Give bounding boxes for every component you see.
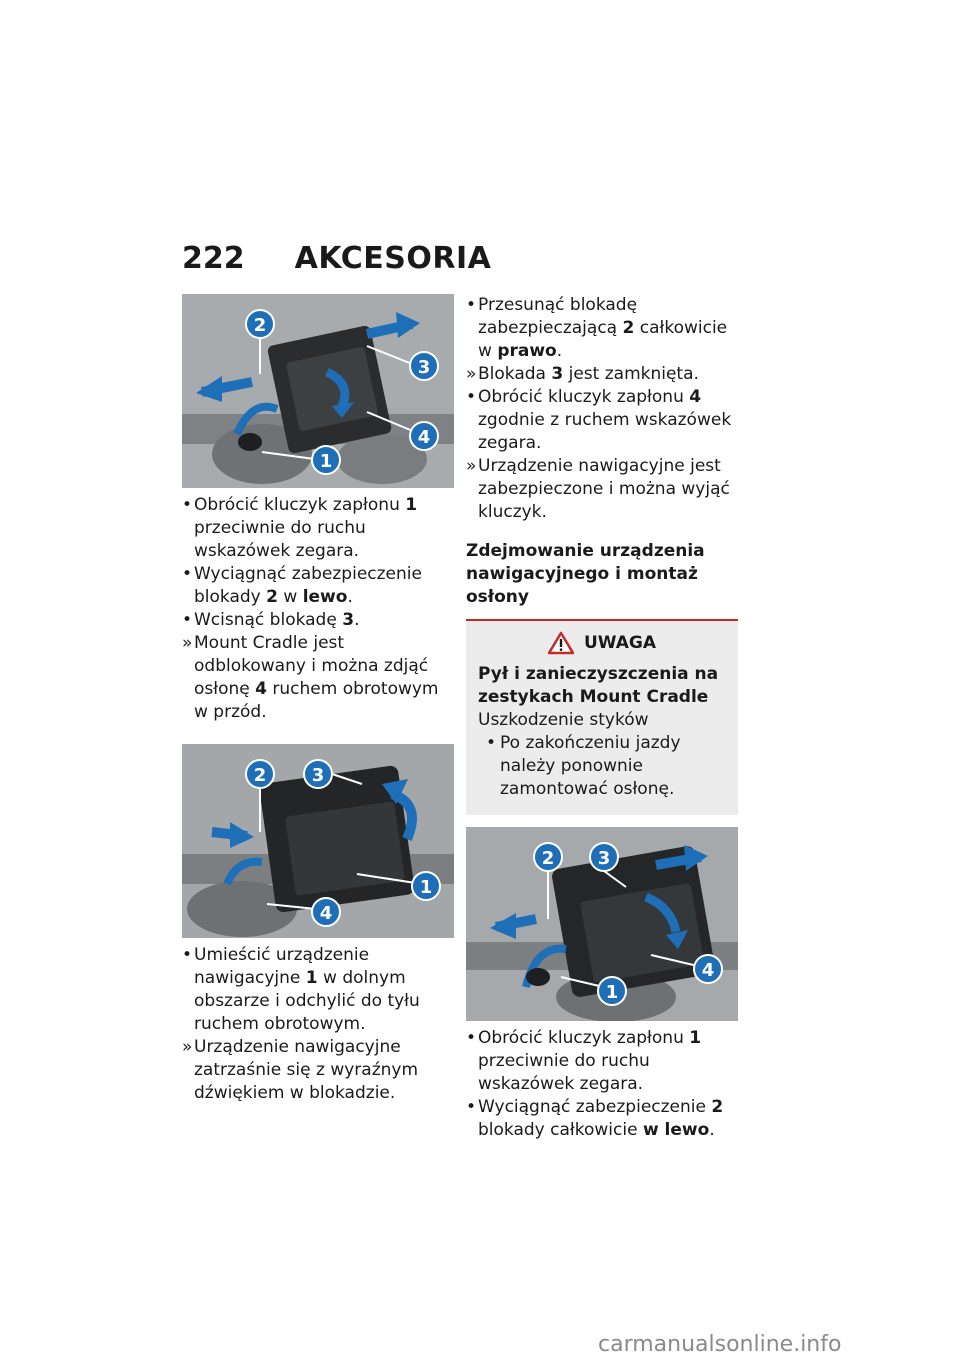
svg-text:4: 4 bbox=[319, 903, 333, 924]
figure-remove-device bbox=[466, 827, 738, 1021]
step-item: • Obrócić kluczyk zapłonu 4 zgodnie z ruchem wskazówek zegara. bbox=[466, 386, 738, 455]
callout-1 bbox=[312, 446, 340, 474]
step-item: • Wyciągnąć zabezpieczenie 2 blokady całkowicie w lewo. bbox=[466, 1096, 738, 1142]
result-item: » Blokada 3 jest zamknięta. bbox=[466, 363, 738, 386]
svg-text:4: 4 bbox=[701, 960, 715, 981]
callout-1 bbox=[412, 872, 440, 900]
svg-text:1: 1 bbox=[605, 982, 619, 1003]
watermark: carmanualsonline.info bbox=[598, 1332, 842, 1357]
right-column bbox=[466, 294, 738, 1142]
step-item: • Obrócić kluczyk zapłonu 1 przeciwnie do ruchu wskazówek zegara. bbox=[466, 1027, 738, 1096]
steps-remove-device bbox=[466, 1027, 738, 1142]
notice-box bbox=[466, 619, 738, 815]
section-title: Zdejmowanie urządzenia nawigacyjnego i montaż osłony bbox=[466, 541, 705, 607]
notice-hazard: Pył i zanieczyszczenia na zestykach Mount Cradle bbox=[478, 664, 719, 707]
svg-text:3: 3 bbox=[417, 357, 431, 378]
steps-lock-device bbox=[466, 294, 738, 524]
svg-text:2: 2 bbox=[253, 315, 267, 336]
page-header bbox=[182, 238, 491, 278]
callout-4 bbox=[410, 422, 438, 450]
step-item: • Wyciągnąć zabezpieczenie blokady 2 w lewo. bbox=[182, 563, 454, 609]
callout-2 bbox=[246, 310, 274, 338]
step-item: • Umieścić urządzenie nawigacyjne 1 w dolnym obszarze i odchylić do tyłu ruchem obrotowym. bbox=[182, 944, 454, 1036]
step-item: • Obrócić kluczyk zapłonu 1 przeciwnie do ruchu wskazówek zegara. bbox=[182, 494, 454, 563]
page-title: AKCESORIA bbox=[294, 240, 492, 276]
callout-2 bbox=[534, 843, 562, 871]
result-item: » Urządzenie nawigacyjne zatrzaśnie się z wyraźnym dźwiękiem w blokadzie. bbox=[182, 1036, 454, 1105]
figure-remove-device-callouts bbox=[466, 827, 738, 1021]
notice-actions bbox=[478, 732, 726, 801]
notice-header bbox=[478, 631, 726, 655]
callout-4 bbox=[694, 955, 722, 983]
svg-text:4: 4 bbox=[417, 427, 431, 448]
svg-text:3: 3 bbox=[311, 765, 325, 786]
warning-triangle-icon bbox=[548, 631, 574, 655]
steps-remove-cover bbox=[182, 494, 454, 724]
callout-2 bbox=[246, 760, 274, 788]
callout-3 bbox=[410, 352, 438, 380]
result-item: » Mount Cradle jest odblokowany i można zdjąć osłonę 4 ruchem obrotowym w przód. bbox=[182, 632, 454, 724]
callout-1 bbox=[598, 977, 626, 1005]
notice-consequence: Uszkodzenie styków bbox=[478, 710, 649, 730]
callout-3 bbox=[304, 760, 332, 788]
figure-remove-cover bbox=[182, 294, 454, 488]
svg-text:1: 1 bbox=[419, 877, 433, 898]
result-item: » Urządzenie nawigacyjne jest zabezpieczone i można wyjąć kluczyk. bbox=[466, 455, 738, 524]
svg-text:1: 1 bbox=[319, 451, 333, 472]
notice-action: • Po zakończeniu jazdy należy ponownie zamontować osłonę. bbox=[478, 732, 726, 801]
step-item: • Przesunąć blokadę zabezpieczającą 2 całkowicie w prawo. bbox=[466, 294, 738, 363]
svg-text:2: 2 bbox=[541, 848, 555, 869]
callout-3 bbox=[590, 843, 618, 871]
svg-text:3: 3 bbox=[597, 848, 611, 869]
svg-text:2: 2 bbox=[253, 765, 267, 786]
step-item: • Wcisnąć blokadę 3. bbox=[182, 609, 454, 632]
left-column bbox=[182, 294, 454, 1105]
figure-remove-cover-callouts bbox=[182, 294, 454, 488]
figure-insert-device bbox=[182, 744, 454, 938]
figure-insert-device-callouts bbox=[182, 744, 454, 938]
callout-4 bbox=[312, 898, 340, 926]
page-number: 222 bbox=[182, 240, 245, 276]
notice-signal-word: UWAGA bbox=[583, 632, 657, 653]
steps-insert-device bbox=[182, 944, 454, 1105]
